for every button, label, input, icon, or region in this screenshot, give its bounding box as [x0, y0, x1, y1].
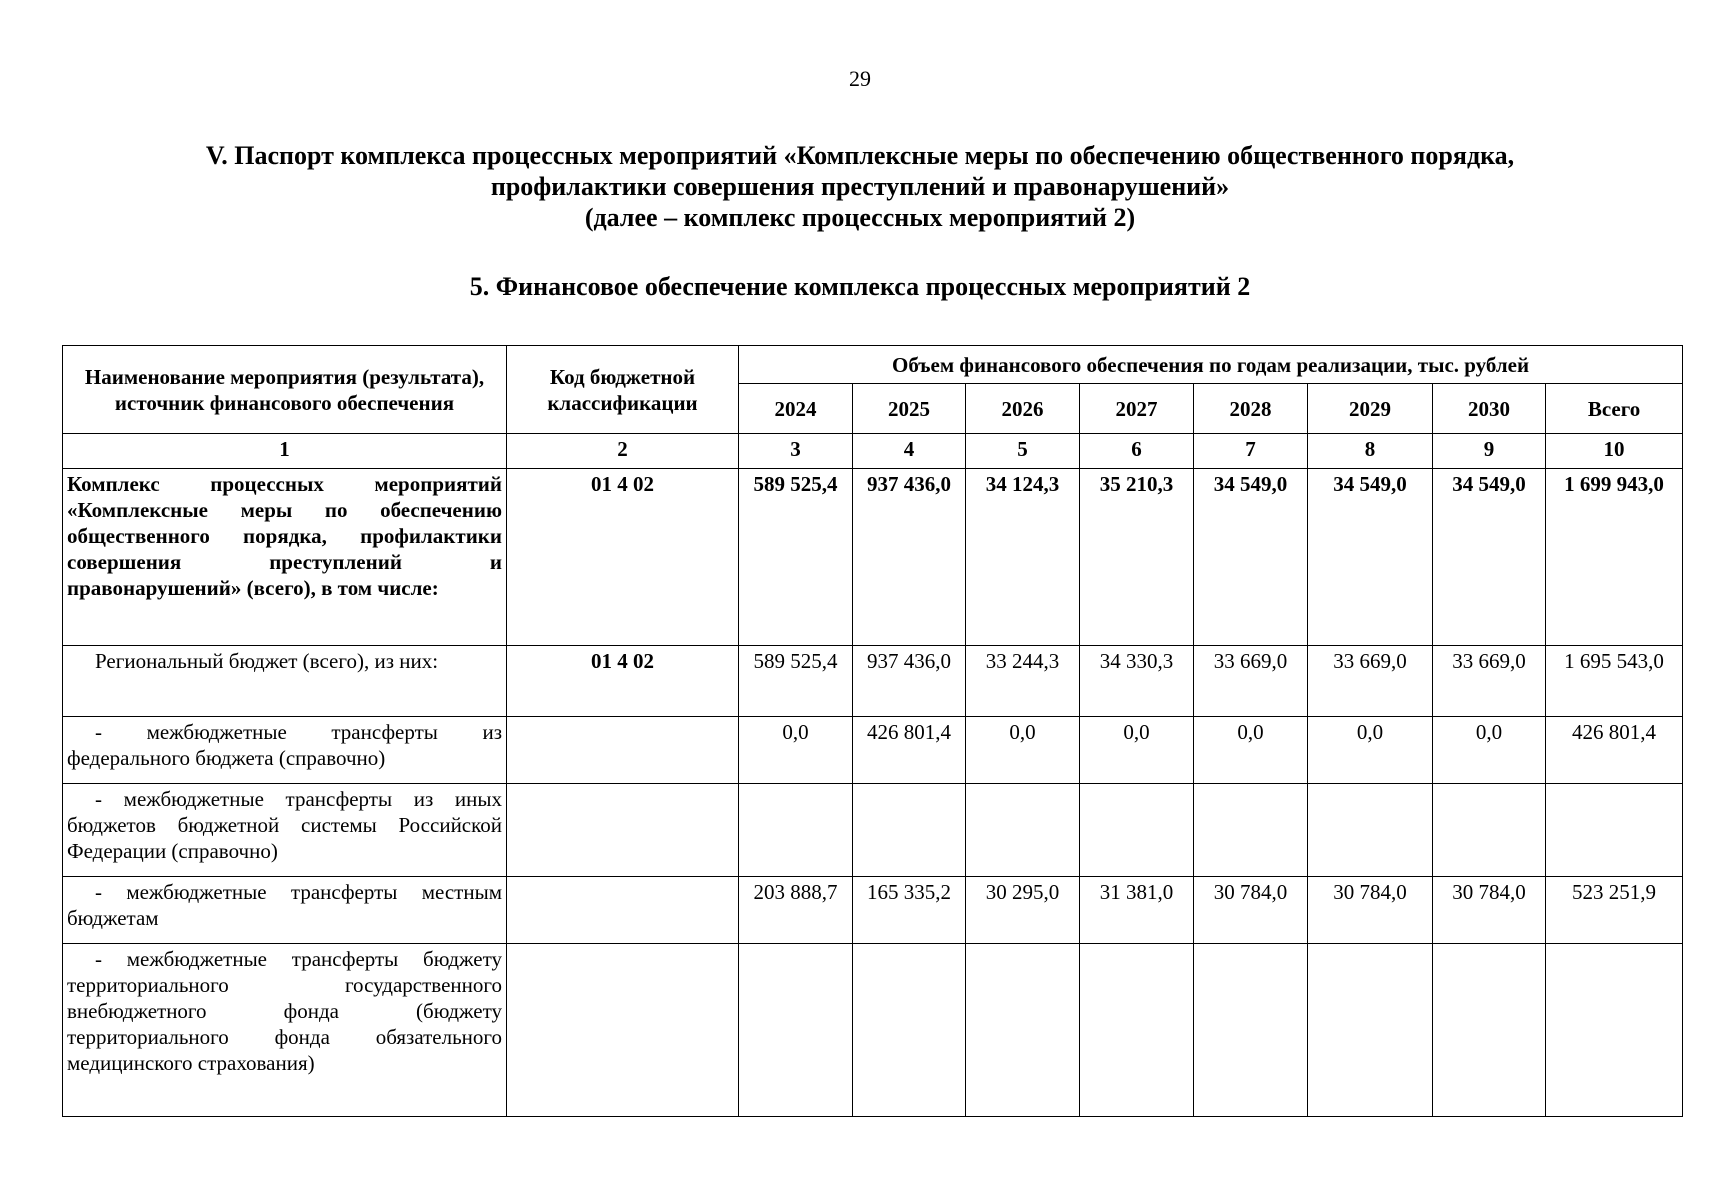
row-value: [966, 944, 1080, 1117]
row-value: 589 525,4: [739, 469, 853, 646]
row-code: 01 4 02: [507, 646, 739, 717]
row-value: 937 436,0: [853, 469, 966, 646]
table-row: [63, 944, 1683, 1117]
row-code: [507, 717, 739, 784]
column-index: 10: [1546, 434, 1683, 469]
row-value: 34 549,0: [1433, 469, 1546, 646]
column-index: 4: [853, 434, 966, 469]
row-value: 35 210,3: [1080, 469, 1194, 646]
table-row: [63, 784, 1683, 877]
header-year: 2030: [1433, 384, 1546, 434]
column-index: 5: [966, 434, 1080, 469]
table-row: [63, 877, 1683, 944]
row-name: - межбюджетные трансферты местным бюджетам: [63, 877, 507, 944]
row-value: 33 669,0: [1194, 646, 1308, 717]
row-value: 0,0: [1080, 717, 1194, 784]
column-index-row: [63, 434, 1683, 469]
table-row: [63, 469, 1683, 646]
column-index: 8: [1308, 434, 1433, 469]
row-name: - межбюджетные трансферты из иных бюджетов бюджетной системы Российской Федерации (справочно): [63, 784, 507, 877]
row-code: 01 4 02: [507, 469, 739, 646]
row-value: 33 669,0: [1308, 646, 1433, 717]
row-value: [1194, 944, 1308, 1117]
financing-table: [62, 345, 1683, 1117]
row-name: - межбюджетные трансферты из федерального бюджета (справочно): [63, 717, 507, 784]
title-line-1: V. Паспорт комплекса процессных мероприятий «Комплексные меры по обеспечению общественного порядка,: [205, 141, 1515, 170]
row-value: [1433, 784, 1546, 877]
column-index: 1: [63, 434, 507, 469]
row-total: 1 699 943,0: [1546, 469, 1683, 646]
row-code: [507, 784, 739, 877]
row-name: - межбюджетные трансферты бюджету территориального государственного внебюджетного фонда (бюджету территориального фонда обязательного медицинского страхования): [63, 944, 507, 1117]
page-number: 29: [849, 66, 871, 91]
header-year: 2029: [1308, 384, 1433, 434]
header-name: Наименование мероприятия (результата), источник финансового обеспечения: [63, 346, 507, 434]
row-value: 34 549,0: [1194, 469, 1308, 646]
row-total: 1 695 543,0: [1546, 646, 1683, 717]
row-value: 34 330,3: [1080, 646, 1194, 717]
title-line-2: профилактики совершения преступлений и правонарушений»: [490, 172, 1230, 201]
section-title: 5. Финансовое обеспечение комплекса процессных мероприятий 2: [469, 272, 1251, 301]
column-index: 9: [1433, 434, 1546, 469]
row-value: 0,0: [1308, 717, 1433, 784]
row-value: 165 335,2: [853, 877, 966, 944]
row-total: [1546, 784, 1683, 877]
row-value: 203 888,7: [739, 877, 853, 944]
column-index: 7: [1194, 434, 1308, 469]
row-value: [1194, 784, 1308, 877]
header-year: 2025: [853, 384, 966, 434]
column-index: 2: [507, 434, 739, 469]
header-code: Код бюджетной классификации: [507, 346, 739, 434]
row-value: 589 525,4: [739, 646, 853, 717]
row-total: 426 801,4: [1546, 717, 1683, 784]
header-volume: Объем финансового обеспечения по годам реализации, тыс. рублей: [739, 346, 1683, 384]
row-value: [739, 784, 853, 877]
row-name: Комплекс процессных мероприятий «Комплексные меры по обеспечению общественного порядка, профилактики совершения преступлений и правонарушений» (всего), в том числе:: [63, 469, 507, 646]
row-value: 33 244,3: [966, 646, 1080, 717]
header-year: 2024: [739, 384, 853, 434]
row-value: [853, 784, 966, 877]
row-value: 0,0: [1433, 717, 1546, 784]
header-year: 2027: [1080, 384, 1194, 434]
row-value: [1080, 944, 1194, 1117]
row-value: [1308, 944, 1433, 1117]
title-line-3: (далее – комплекс процессных мероприятий 2): [584, 203, 1136, 232]
column-index: 3: [739, 434, 853, 469]
header-year: 2028: [1194, 384, 1308, 434]
row-value: 0,0: [1194, 717, 1308, 784]
header-year: 2026: [966, 384, 1080, 434]
row-value: [739, 944, 853, 1117]
row-value: [1433, 944, 1546, 1117]
row-value: 937 436,0: [853, 646, 966, 717]
row-code: [507, 877, 739, 944]
row-value: 30 784,0: [1433, 877, 1546, 944]
table-row: [63, 646, 1683, 717]
row-name: Региональный бюджет (всего), из них:: [63, 646, 507, 717]
row-value: 0,0: [966, 717, 1080, 784]
row-value: [853, 944, 966, 1117]
row-value: 30 784,0: [1308, 877, 1433, 944]
row-value: 30 295,0: [966, 877, 1080, 944]
row-value: 33 669,0: [1433, 646, 1546, 717]
header-total: Всего: [1546, 384, 1683, 434]
column-index: 6: [1080, 434, 1194, 469]
table-row: [63, 717, 1683, 784]
row-total: [1546, 944, 1683, 1117]
row-total: 523 251,9: [1546, 877, 1683, 944]
row-value: 30 784,0: [1194, 877, 1308, 944]
row-value: 34 549,0: [1308, 469, 1433, 646]
row-code: [507, 944, 739, 1117]
row-value: [966, 784, 1080, 877]
row-value: 426 801,4: [853, 717, 966, 784]
row-value: [1308, 784, 1433, 877]
row-value: [1080, 784, 1194, 877]
row-value: 34 124,3: [966, 469, 1080, 646]
document-title: [0, 140, 1720, 233]
row-value: 31 381,0: [1080, 877, 1194, 944]
row-value: 0,0: [739, 717, 853, 784]
